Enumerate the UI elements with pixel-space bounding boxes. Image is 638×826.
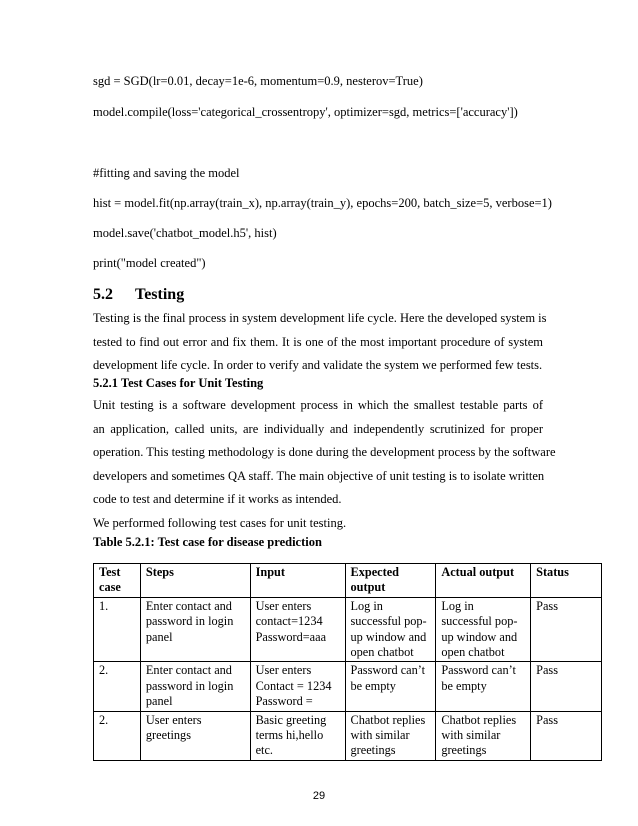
body-line: an application, called units, are individually and independently scrutinized for proper — [93, 421, 543, 436]
cell-test-case: 1. — [94, 597, 141, 662]
cell-actual-output: Password can’t be empty — [436, 662, 531, 711]
section-intro — [93, 307, 547, 378]
section-heading — [93, 286, 184, 304]
cell-steps: User enters greetings — [140, 711, 250, 760]
cell-test-case: 2. — [94, 662, 141, 711]
header-test-case: Test case — [94, 564, 141, 598]
cell-status: Pass — [531, 597, 602, 662]
code-line-fit: hist = model.fit(np.array(train_x), np.array(train_y), epochs=200, batch_size=5, verbose=1) — [93, 196, 552, 210]
page-number: 29 — [312, 790, 326, 802]
cell-expected-output: Chatbot replies with similar greetings — [345, 711, 436, 760]
body-line: We performed following test cases for unit testing. — [93, 515, 347, 530]
cell-steps: Enter contact and password in login panel — [140, 662, 250, 711]
table-row — [94, 662, 602, 711]
code-line-print: print("model created") — [93, 256, 206, 270]
header-input: Input — [250, 564, 345, 598]
cell-expected-output: Log in successful pop-up window and open chatbot — [345, 597, 436, 662]
table-row — [94, 711, 602, 760]
header-expected-output: Expected output — [345, 564, 436, 598]
cell-actual-output: Chatbot replies with similar greetings — [436, 711, 531, 760]
header-steps: Steps — [140, 564, 250, 598]
code-comment-fitting: #fitting and saving the model — [93, 166, 240, 180]
cell-input: Basic greeting terms hi,hello etc. — [250, 711, 345, 760]
cell-expected-output: Password can’t be empty — [345, 662, 436, 711]
code-line-compile: model.compile(loss='categorical_crossentropy', optimizer=sgd, metrics=['accuracy']) — [93, 105, 518, 119]
cell-test-case: 2. — [94, 711, 141, 760]
subsection-body — [93, 394, 556, 536]
cell-input: User enters contact=1234 Password=aaa — [250, 597, 345, 662]
cell-steps: Enter contact and password in login panel — [140, 597, 250, 662]
table-header-row — [94, 564, 602, 598]
cell-status: Pass — [531, 711, 602, 760]
table-caption: Table 5.2.1: Test case for disease prediction — [93, 535, 322, 549]
table-row — [94, 597, 602, 662]
cell-input: User enters Contact = 1234 Password = — [250, 662, 345, 711]
code-line-save: model.save('chatbot_model.h5', hist) — [93, 226, 277, 240]
cell-status: Pass — [531, 662, 602, 711]
code-line-sgd: sgd = SGD(lr=0.01, decay=1e-6, momentum=0.9, nesterov=True) — [93, 74, 423, 88]
body-line: code to test and determine if it works as intended. — [93, 492, 342, 507]
intro-line: Testing is the final process in system development life cycle. Here the developed system is — [93, 311, 547, 325]
intro-line: development life cycle. In order to verify and validate the system we performed few tests. — [93, 358, 543, 373]
section-title: Testing — [135, 286, 185, 303]
subsection-heading: 5.2.1 Test Cases for Unit Testing — [93, 376, 264, 390]
header-actual-output: Actual output — [436, 564, 531, 598]
test-case-table — [93, 563, 602, 761]
body-line: developers and sometimes QA staff. The main objective of unit testing is to isolate written — [93, 468, 545, 483]
body-line: Unit testing is a software development process in which the smallest testable parts of — [93, 398, 543, 412]
body-line: operation. This testing methodology is done during the development process by the software — [93, 445, 556, 460]
section-number: 5.2 — [93, 286, 113, 303]
cell-actual-output: Log in successful pop-up window and open chatbot — [436, 597, 531, 662]
intro-line: tested to find out error and fix them. It is one of the most important procedure of system — [93, 334, 543, 349]
header-status: Status — [531, 564, 602, 598]
